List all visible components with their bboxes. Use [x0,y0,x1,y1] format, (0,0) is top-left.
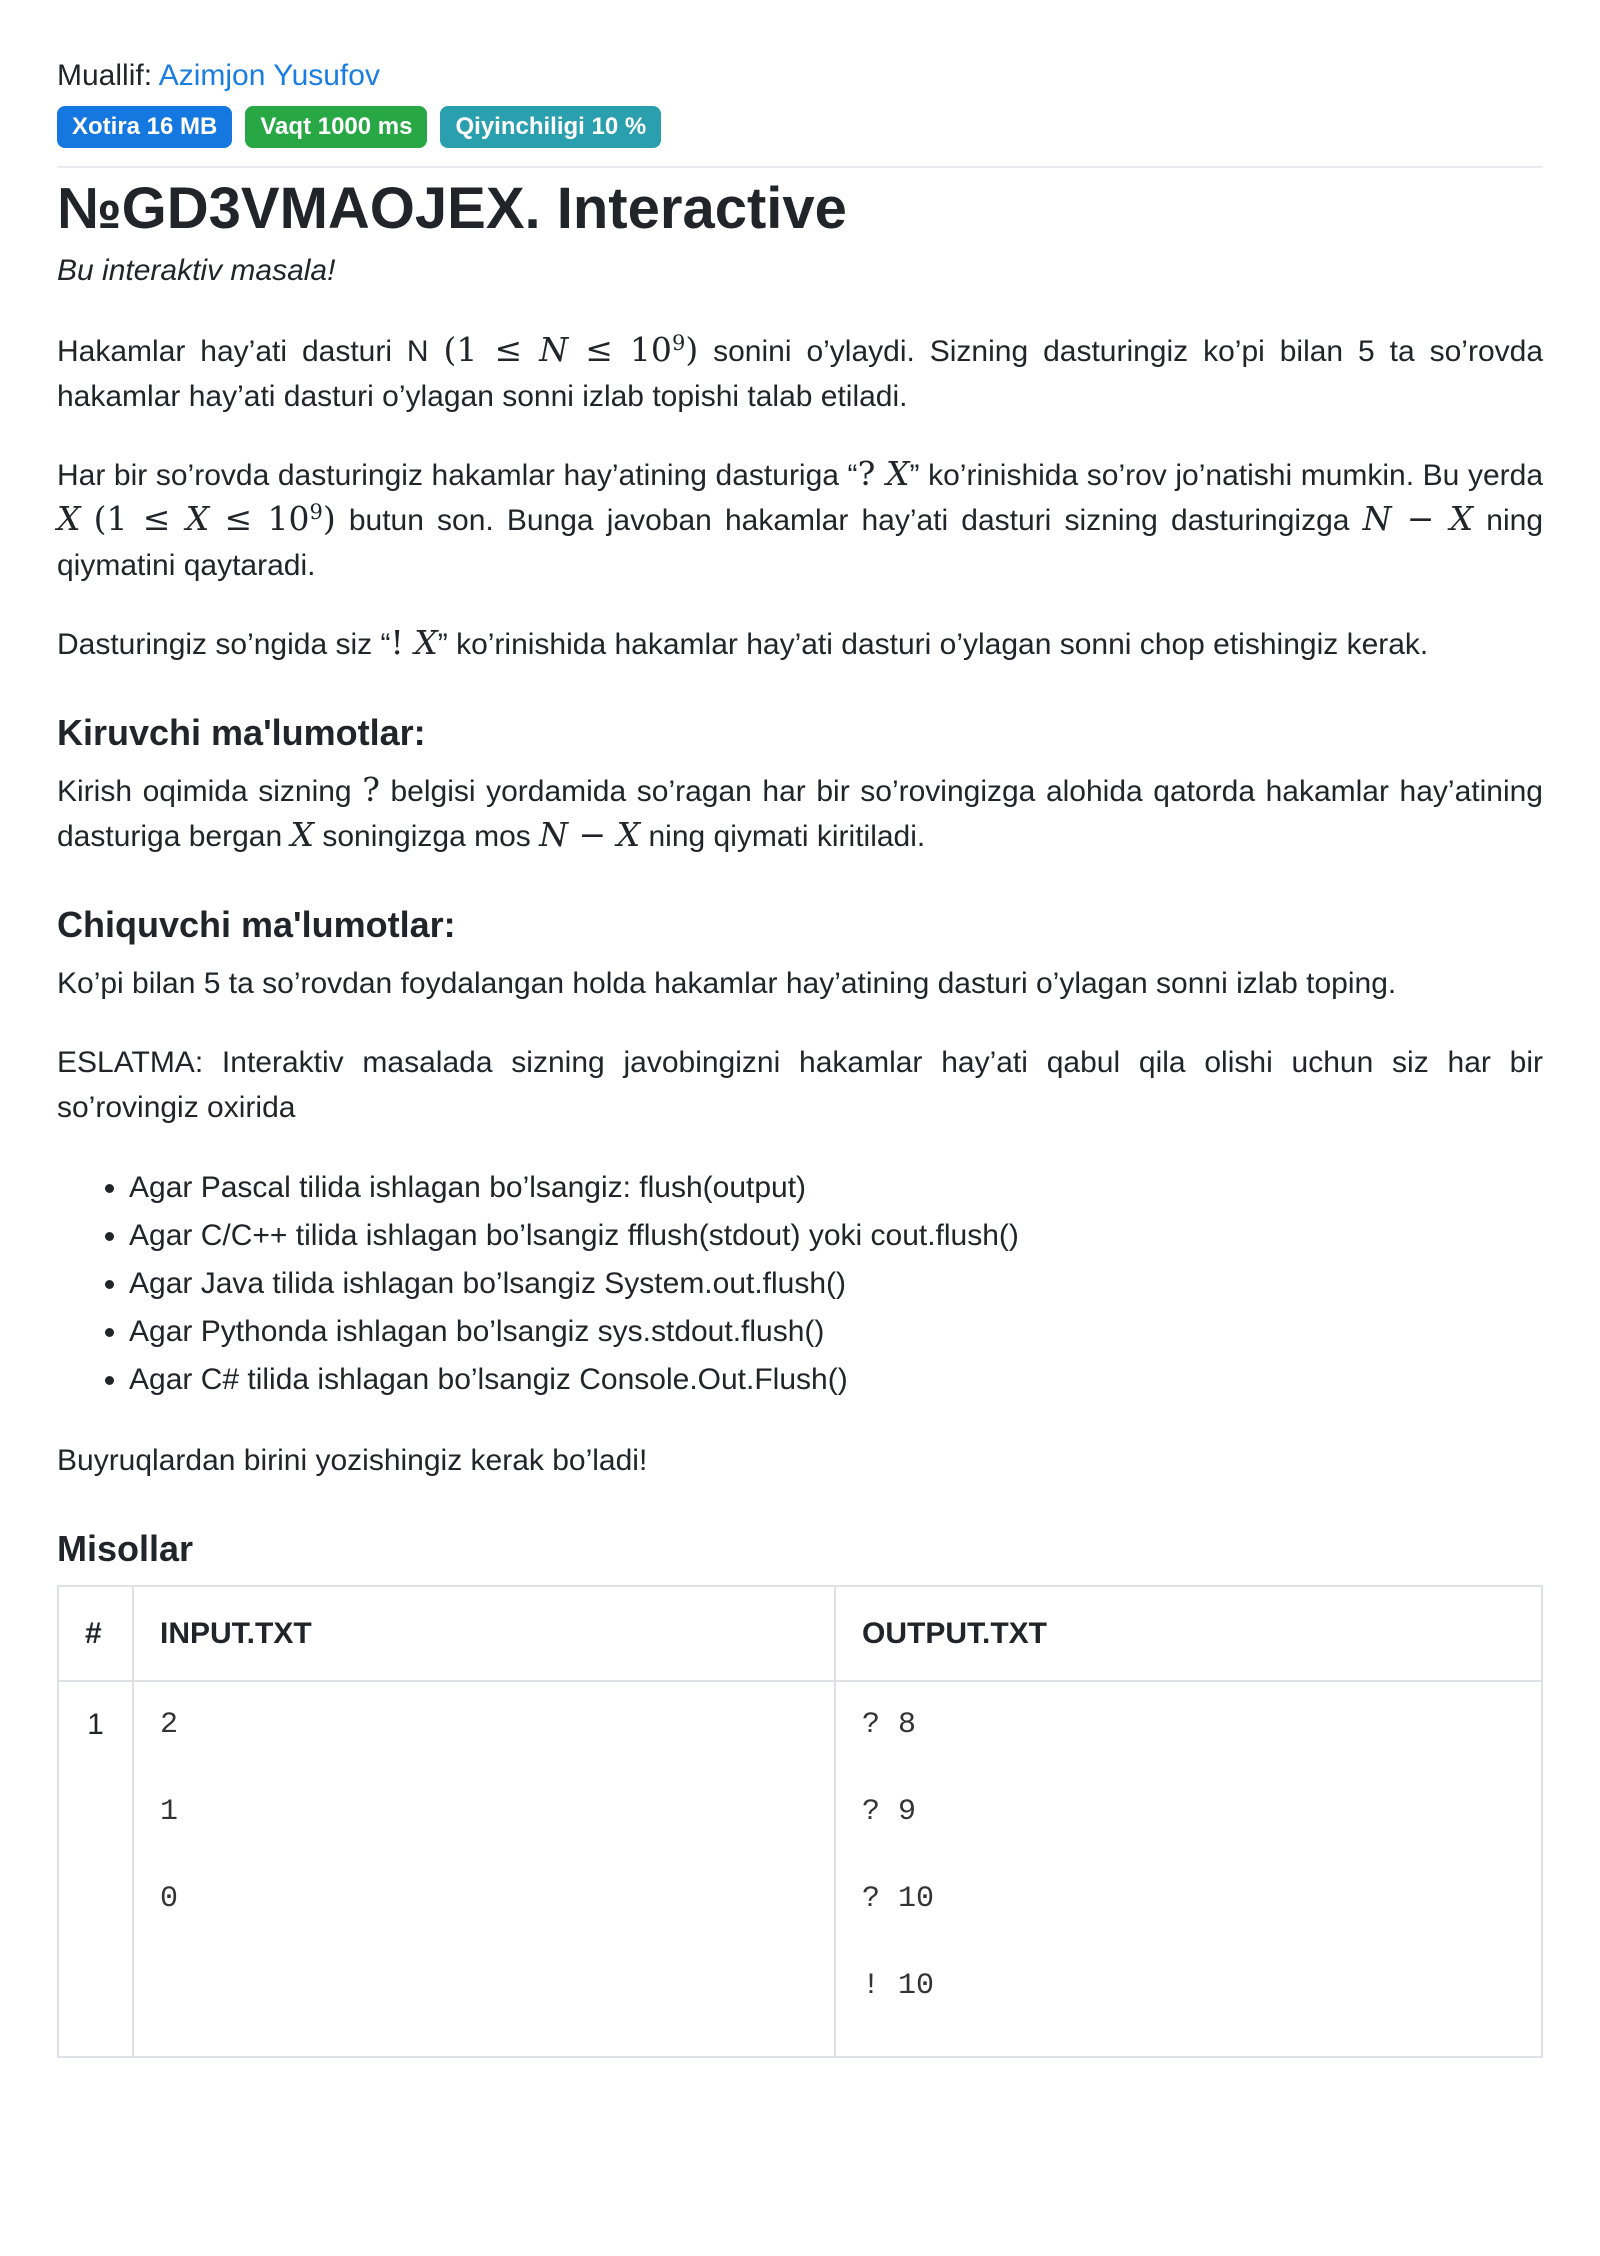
flush-instructions-list [57,1164,1543,1404]
list-item: • Agar C/C++ tilida ishlagan bo’lsangiz fflush(stdout) yoki cout.flush() [129,1212,1543,1260]
statement-paragraph-2: Har bir so’rovda dasturingiz hakamlar hay’atining dasturiga “? X” ko’rinishida so’rov jo’natishi mumkin. Bu yerda X $(1 \le X \le 10^9)$ butun son. Bunga javoban hakamlar hay’ati dasturi sizning dasturingizga N − X ning qiymatini qaytaradi. [57,454,1544,582]
output-section-heading: Chiquvchi ma'lumotlar: [57,904,456,945]
list-item: • Agar C# tilida ishlagan bo’lsangiz Console.Out.Flush() [129,1356,1543,1404]
input-section-text: Kirish oqimida sizning ? belgisi yordamida so’ragan har bir so’rovingizga alohida qatorda hakamlar hay’atining dasturiga bergan X soningizga mos N − X ning qiymati kiritiladi. [57,770,1543,854]
example-output-cell [835,1681,1542,2057]
difficulty-badge: Qiyinchiligi 10 % [440,106,661,148]
column-header-input: INPUT.TXT [133,1586,835,1681]
list-item: • Agar Pythonda ishlagan bo’lsangiz sys.stdout.flush() [129,1308,1543,1356]
examples-table [57,1585,1543,2058]
io-line: ? 8 [862,1708,917,1742]
list-item: • Agar Pascal tilida ishlagan bo’lsangiz: flush(output) [129,1164,1543,1212]
output-section-text: Ko’pi bilan 5 ta so’rovdan foydalangan holda hakamlar hay’atining dasturi o’ylagan sonni izlab toping. [57,967,1397,1000]
badges-row [57,106,1543,148]
eslatma-text: ESLATMA: Interaktiv masalada sizning javobingizni hakamlar hay’ati qabul qila olishi uchun siz har bir so’rovingiz oxirida [57,1046,1543,1124]
io-line: ? 9 [862,1795,917,1829]
author-label: Muallif: [57,59,153,92]
example-input-cell [133,1681,835,2057]
io-line: ! 10 [862,1969,935,2003]
author-link[interactable]: Azimjon Yusufov [158,59,380,92]
divider [57,166,1543,168]
list-item: • Agar Java tilida ishlagan bo’lsangiz System.out.flush() [129,1260,1543,1308]
problem-page [57,0,1543,2058]
example-number: 1 [58,1681,133,2057]
io-line: ? 10 [862,1882,935,1916]
statement-paragraph-1: Hakamlar hay’ati dasturi N $(1 \le N \le 10^9)$ sonini o’ylaydi. Sizning dasturingiz ko’pi bilan 5 ta so’rovda hakamlar hay’ati dasturi o’ylagan sonni izlab topishi talab etiladi. [57,330,1544,413]
io-line: 1 [160,1795,179,1829]
table-row [58,1681,1542,2057]
author-line [57,58,1543,94]
memory-badge: Xotira 16 MB [57,106,232,148]
closing-text: Buyruqlardan birini yozishingiz kerak bo’ladi! [57,1444,648,1477]
column-header-output: OUTPUT.TXT [835,1586,1542,1681]
io-line: 0 [160,1882,179,1916]
time-badge: Vaqt 1000 ms [245,106,427,148]
examples-heading: Misollar [57,1528,194,1569]
statement-paragraph-3: Dasturingiz so’ngida siz “! X” ko’rinishida hakamlar hay’ati dasturi o’ylagan sonni chop etishingiz kerak. [57,623,1429,662]
interactive-note: Bu interaktiv masala! [57,254,336,287]
input-section-heading: Kiruvchi ma'lumotlar: [57,712,426,753]
column-header-number: # [58,1586,133,1681]
page-title: №GD3VMAOJEX. Interactive [57,176,847,241]
io-line: 2 [160,1708,179,1742]
table-header-row [58,1586,1542,1681]
